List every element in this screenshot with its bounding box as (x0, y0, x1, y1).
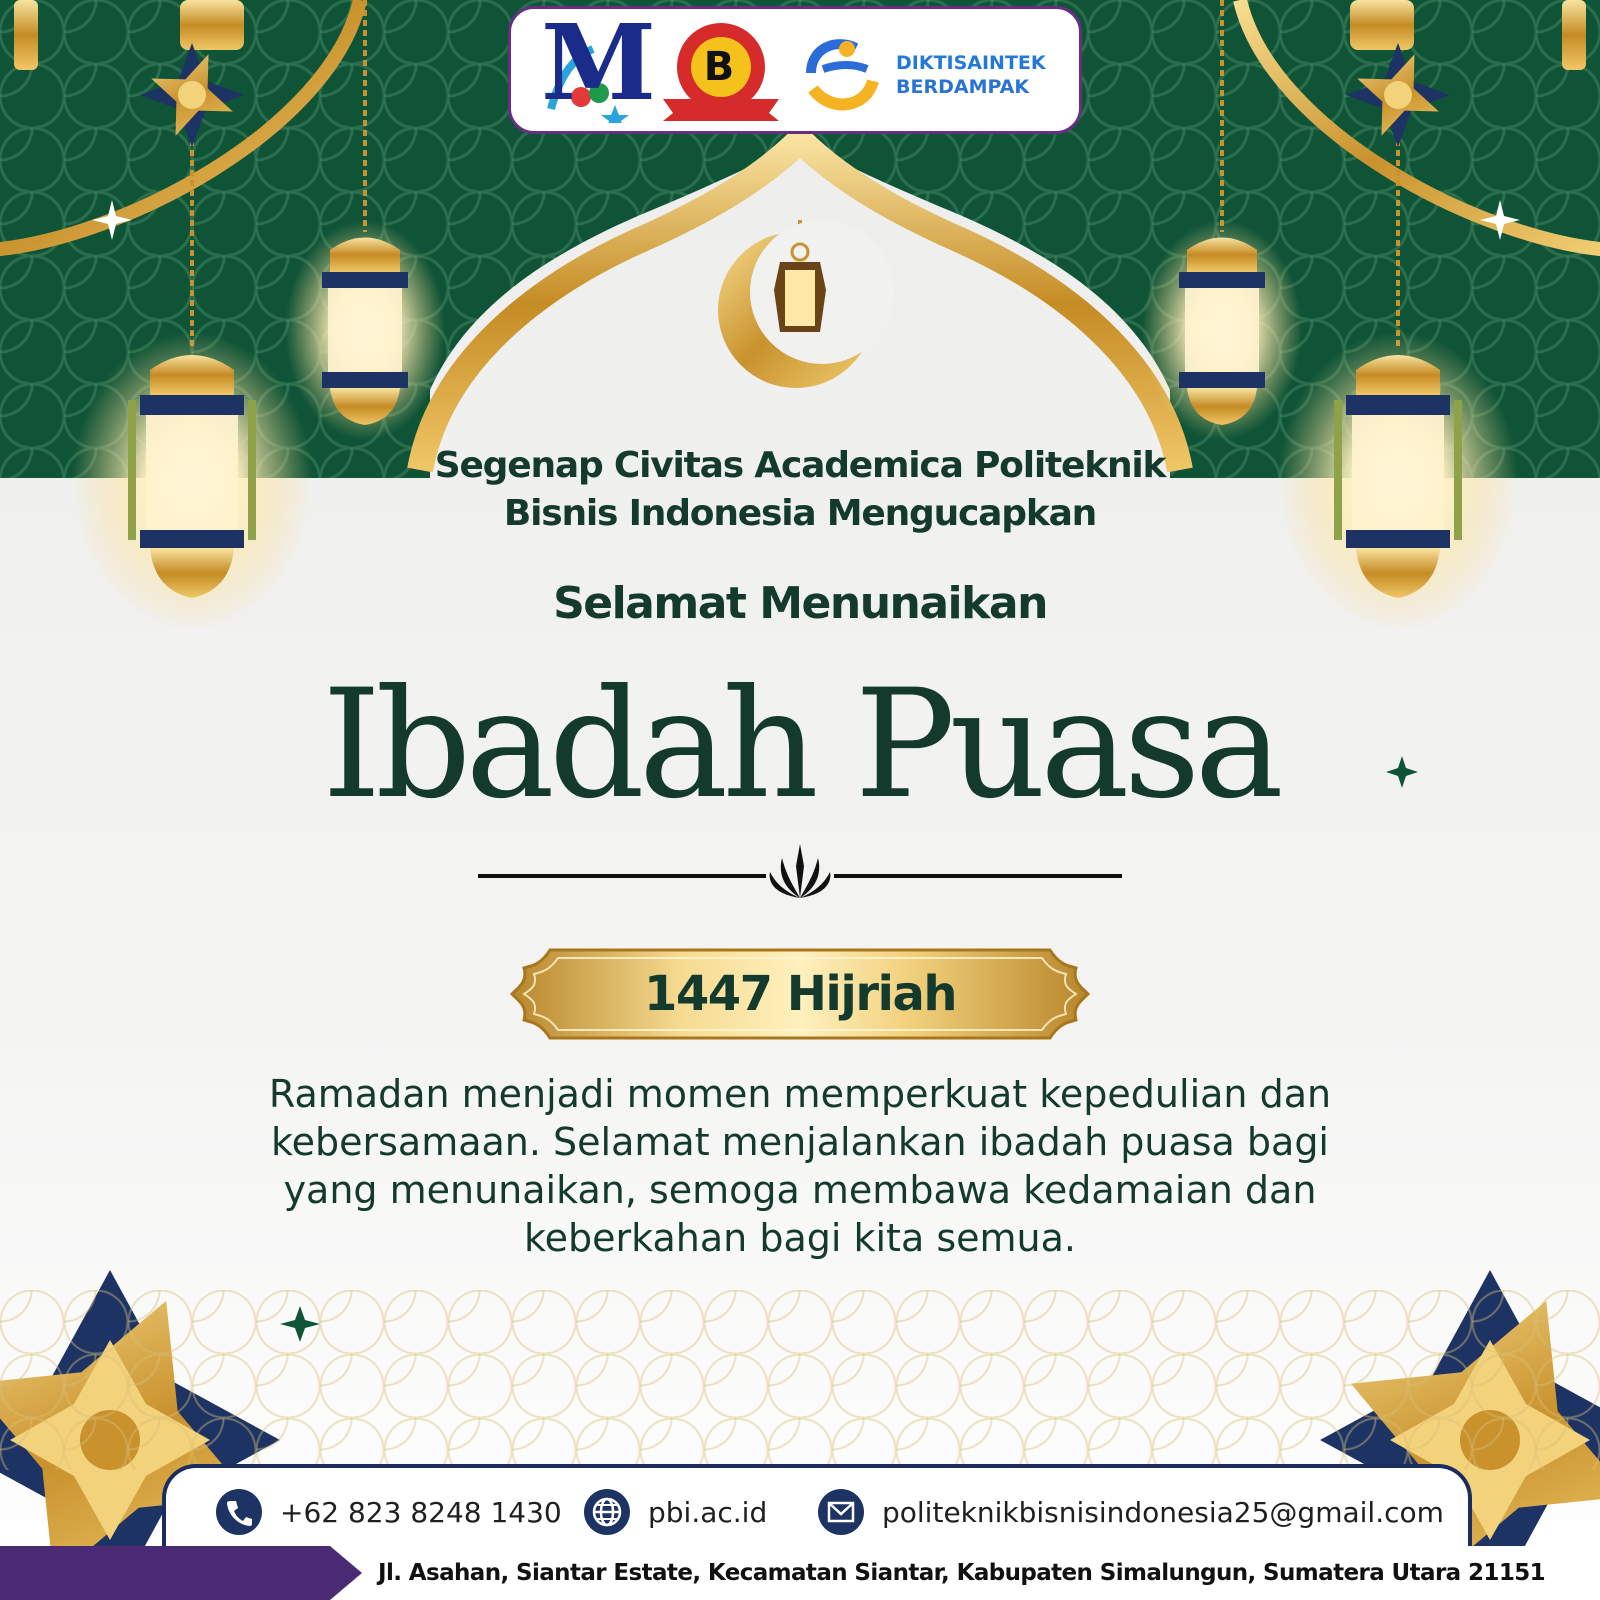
body-line-3: yang menunaikan, semoga membawa kedamaian dan (283, 1168, 1317, 1212)
phone-icon (216, 1489, 262, 1535)
ornamental-divider (478, 836, 1122, 916)
lattice-pattern (0, 1290, 1600, 1470)
year-text: 1447 Hijriah (643, 966, 957, 1022)
diktisaintek-wordmark (896, 51, 1076, 99)
lantern-left-small (285, 220, 445, 440)
website-url: pbi.ac.id (648, 1495, 768, 1529)
lantern-right-small (1142, 220, 1302, 440)
diktisaintek-line2: BERDAMPAK (896, 76, 1030, 98)
main-title: Ibadah Puasa (322, 658, 1278, 832)
email-address: politeknikbisnisindonesia25@gmail.com (882, 1495, 1444, 1529)
lantern-right-large (1278, 332, 1518, 632)
subtitle: Selamat Menunaikan (553, 578, 1047, 629)
accreditation-logo (659, 21, 783, 121)
phone-number: +62 823 8248 1430 (280, 1495, 562, 1529)
contact-email[interactable] (818, 1488, 1444, 1536)
institution-logo (541, 1, 657, 124)
contact-phone[interactable] (216, 1488, 562, 1536)
body-line-1: Ramadan menjadi momen memperkuat kepedulian dan (268, 1072, 1332, 1116)
greeting-line-2: Bisnis Indonesia Mengucapkan (503, 493, 1097, 534)
greeting-line-1: Segenap Civitas Academica Politeknik (434, 445, 1166, 486)
globe-icon (584, 1489, 630, 1535)
hanging-arc-right (1240, 0, 1600, 250)
email-icon (818, 1489, 864, 1535)
lantern-top-right (1350, 0, 1586, 70)
address-text: Jl. Asahan, Siantar Estate, Kecamatan Siantar, Kabupaten Simalungun, Sumatera Utara 21151 (378, 1560, 1546, 1586)
body-message (240, 1070, 1360, 1262)
m-logo-letter: M (541, 1, 657, 124)
body-line-4: keberkahan bagi kita semua. (524, 1216, 1076, 1260)
diktisaintek-line1: DIKTISAINTEK (896, 52, 1046, 74)
body-line-2: kebersamaan. Selamat menjalankan ibadah puasa bagi (270, 1120, 1329, 1164)
lantern-top-left (14, 0, 244, 70)
accreditation-logo-letter: B (703, 44, 735, 90)
greeting-text (360, 442, 1240, 538)
lantern-left-large (72, 332, 312, 632)
flower-ornament-top-right (1341, 38, 1456, 153)
address-arrow-shape (0, 1546, 380, 1600)
contact-website[interactable] (584, 1488, 767, 1536)
logo-plate (508, 1, 1082, 134)
diktisaintek-logo-icon (801, 33, 881, 115)
flower-ornament-top-left (135, 38, 250, 153)
